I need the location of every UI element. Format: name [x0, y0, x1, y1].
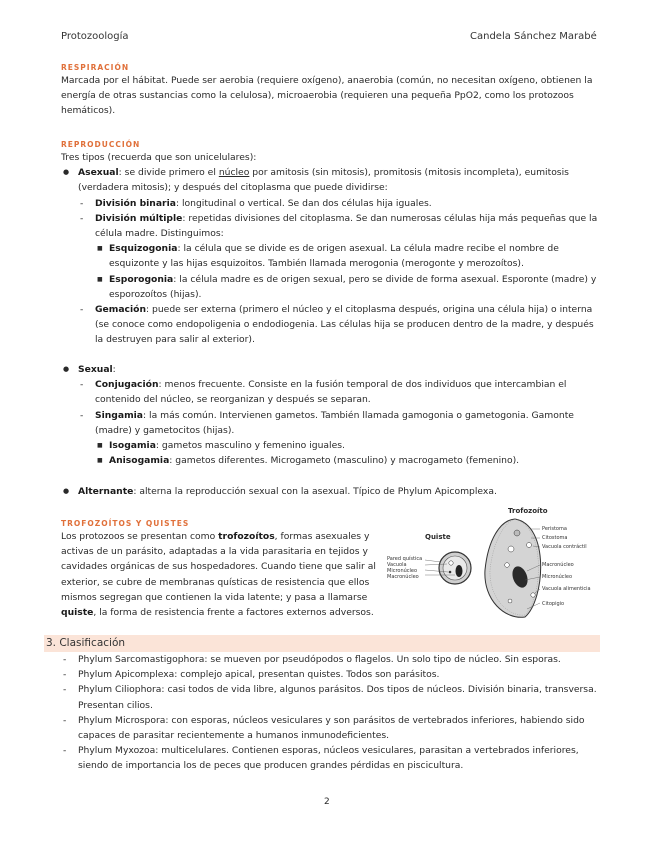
label-vacuola: Vacuola [387, 562, 407, 568]
isogamia-text: : gametos masculino y femenino iguales. [155, 440, 345, 452]
multiple-sublist [95, 241, 601, 302]
term-conjugacion: Conjugación [95, 379, 159, 391]
term-isogamia: Isogamia [109, 440, 156, 452]
header-author: Candela Sánchez Marabé [470, 31, 597, 42]
header-subject: Protozoología [61, 31, 129, 42]
list-item-anisogamia [95, 453, 601, 468]
anisogamia-text: : gametos diferentes. Microgameto (masculino) y macrogameto (femenino). [169, 455, 520, 467]
alternante-list [61, 484, 601, 499]
esquizogonia-text: : la célula que se divide es de origen asexual. La célula madre recibe el nombre de esquizonte y las hijas esquizoitos. También llamada merogonia (merogonte y merozoítos). [109, 243, 559, 270]
multiple-text: : repetidas divisiones del citoplasma. Se dan numerosas células hija más pequeñas que la célula madre. Distinguimos: [95, 212, 598, 240]
term-sexual: Sexual [78, 364, 113, 375]
term-alternante: Alternante [78, 486, 134, 497]
label-micronucleo: Micronúcleo [387, 568, 418, 574]
list-item-asexual [61, 165, 601, 347]
label-citopigio: Citopigio [542, 601, 565, 607]
list-item-apicomplexa: - Phylum Apicomplexa: complejo apical, presentan quistes. Todos son parásitos. [61, 667, 601, 682]
term-singamia: Singamia [95, 409, 144, 421]
sexual-list [61, 362, 601, 468]
list-item-alternante [61, 484, 601, 499]
term-esporogonia: Esporogonia [109, 273, 174, 285]
cyst-macronucleus [456, 565, 463, 577]
asexual-sublist [78, 196, 601, 348]
esporogonia-text: : la célula madre es de origen sexual, pero se divide de forma asexual. Esporonte (madre) y esporozoítos (hijas). [109, 273, 597, 300]
clasificacion-heading-bar [44, 635, 600, 652]
cyst-micronucleus [449, 571, 452, 574]
term-multiple: División múltiple [95, 212, 183, 224]
list-item-isogamia [95, 438, 601, 453]
list-item-multiple [78, 211, 601, 302]
asexual-text-post: por amitosis (sin mitosis), promitosis (mitosis incompleta), eumitosis (verdadera mitosis); y después del citoplasma que puede dividirse: [78, 167, 569, 194]
term-trofozoitos: trofozoítos [218, 531, 275, 542]
sexual-colon: : [112, 364, 116, 375]
term-esquizogonia: Esquizogonia [109, 243, 178, 255]
reproduccion-list [61, 165, 601, 347]
quiste-title: Quiste [425, 533, 451, 541]
list-item-gemacion [78, 302, 601, 348]
trofozoitos-text-1: Los protozoos se presentan como [61, 531, 219, 542]
term-asexual: Asexual [78, 167, 119, 179]
underlined-nucleo: núcleo [218, 167, 250, 179]
trofozoitos-text-2: , formas asexuales y activas de un parásito, adaptadas a la vida parasitaria en tejidos y cavidades orgánicas de sus hospedadores. Cuando tiene que salir al exterior, se cubre de membranas quísticas de resistencia que ellos mismos segregan que contienen la vida latente; y pasa a llamarse [61, 531, 376, 603]
label-citostoma: Citostoma [542, 535, 568, 541]
term-binaria: División binaria [95, 197, 176, 209]
cyst-body [443, 556, 467, 580]
conjugacion-text: : menos frecuente. Consiste en la fusión temporal de dos individuos que intercambian el contenido del núcleo, se reorganizan y después se separan. [95, 379, 567, 406]
label-macronucleo-trofozoito: Macronúcleo [542, 562, 574, 568]
trofozoitos-text [61, 529, 379, 620]
list-item-sarcomastigophora: - Phylum Sarcomastigophora: se mueven por pseudópodos o flagelos. Un solo tipo de núcleo. Sin esporas. [61, 652, 601, 667]
list-item-ciliophora: - Phylum Ciliophora: casi todos de vida libre, algunos parásitos. Dos tipos de núcleos. División binaria, transversa. Presentan cilios. [61, 682, 601, 712]
label-vacuola-contractil: Vacuola contráctil [542, 544, 587, 550]
clasificacion-title: 3. Clasificación [46, 637, 126, 649]
list-item-esquizogonia [95, 241, 601, 271]
sexual-sublist [78, 377, 601, 468]
label-pared-quistica: Pared quística [387, 556, 423, 562]
list-item-singamia [78, 408, 601, 469]
reproduccion-section [61, 150, 601, 348]
list-item-conjugacion [78, 377, 601, 407]
gemacion-text: : puede ser externa (primero el núcleo y el citoplasma después, origina una célula hija) o interna (se conoce como endopoligenia o endodiogenia. Las células hija se producen dentro de la madre, y después la destruyen para salir al exterior). [95, 304, 594, 346]
label-peristoma: Peristoma [542, 526, 567, 532]
respiracion-text: Marcada por el hábitat. Puede ser aerobia (requiere oxígeno), anaerobia (común, no necesitan oxígeno, obtienen la energía de otras sustancias como la celulosa), microaerobia (requieren una pequeña PpO2, como los protozoos hemáticos). [61, 75, 593, 117]
alternante-section [61, 484, 601, 499]
reproduccion-title: REPRODUCCIÓN [61, 140, 141, 149]
protozoa-figure [385, 505, 605, 625]
list-item-microspora: - Phylum Microspora: con esporas, núcleos vesiculares y son parásitos de vertebrados inferiores, habiendo sido capaces de parasitar recientemente a humanos inmunodeficientes. [61, 713, 601, 743]
term-quiste: quiste [61, 607, 94, 619]
list-item-binaria [78, 196, 601, 211]
label-vacuola-alimenticia: Vacuola alimenticia [542, 586, 591, 592]
list-item-myxozoa: - Phylum Myxozoa: multicelulares. Contienen esporas, núcleos vesiculares, parasitan a vertebrados inferiores, siendo de importancia los de peces que producen grandes pérdidas en piscicultura. [61, 743, 601, 773]
reproduccion-intro: Tres tipos (recuerda que son unicelulares): [61, 152, 257, 163]
singamia-sublist [95, 438, 601, 468]
trofozoito-title: Trofozoíto [508, 507, 548, 515]
clasificacion-section [61, 652, 601, 774]
list-item-esporogonia [95, 272, 601, 302]
trofozoitos-title: TROFOZOÍTOS Y QUISTES [61, 519, 190, 528]
label-macronucleo: Macronúcleo [387, 574, 419, 580]
term-gemacion: Gemación [95, 304, 146, 316]
label-micronucleo-trofozoito: Micronúcleo [542, 574, 573, 580]
sexual-section [61, 362, 601, 468]
alternante-text: : alterna la reproducción sexual con la asexual. Típico de Phylum Apicomplexa. [133, 486, 497, 497]
binaria-text: : longitudinal o vertical. Se dan dos células hija iguales. [175, 197, 432, 209]
trofozoitos-text-3: , la forma de resistencia frente a factores externos adversos. [93, 607, 374, 619]
page-number: 2 [324, 797, 330, 807]
list-item-sexual [61, 362, 601, 468]
singamia-text: : la más común. Intervienen gametos. También llamada gamogonia o gametogonia. Gamonte (madre) y gametocitos (hijas). [95, 409, 574, 436]
respiracion-title: RESPIRACIÓN [61, 63, 130, 72]
clasificacion-list [61, 652, 601, 774]
term-anisogamia: Anisogamia [109, 455, 170, 467]
trophozoite-body [485, 519, 541, 617]
cyst-vacuole [449, 561, 453, 565]
asexual-text-pre: : se divide primero el [118, 167, 219, 179]
